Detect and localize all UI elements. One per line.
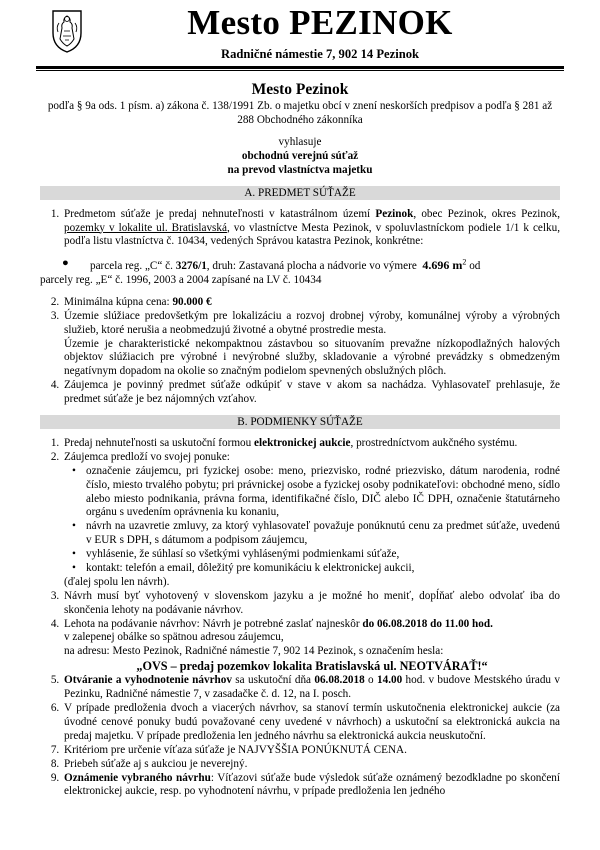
tender-title-line1: obchodnú verejnú súťaž [241, 149, 359, 162]
offer-contents-list [64, 465, 560, 576]
text: Predmetom súťaže je predaj nehnuteľnosti v katastrálnom území [64, 207, 376, 220]
text: , druh: Zastavaná plocha a nádvorie vo výmere [206, 260, 420, 273]
document-body [40, 80, 560, 799]
section-a-list [40, 208, 560, 250]
list-item [72, 520, 560, 548]
text: návrh na uzavretie zmluvy, za ktorý vyhlasovateľ považuje ponúknutú cenu za predmet súťaže, uvedenú v EUR s DPH, s dátumom a podpisom záujemcu, [86, 520, 560, 547]
text-bold: Oznámenie vybraného návrhu [64, 771, 211, 784]
text-underlined: pozemky v lokalite ul. Bratislavská [64, 221, 227, 234]
section-b-item-3: 3. Návrh musí byť vyhotovený v slovenskom jazyku a je možné ho meniť, dopĺňať alebo odvolať iba do skončenia lehoty na podávanie návrhov. [62, 590, 560, 618]
section-a-heading: A. PREDMET SÚŤAŽE [40, 186, 560, 200]
section-b-item-6: 6. V prípade predloženia dvoch a viacerých návrhov, sa stanoví termín uskutočnenia elektronickej aukcie (za úvodné cenové ponuky budú považované ceny uvedené v návrhoch) a uskutoční sa elektronická aukcia na predaj majetku. V prípade predloženia len jedného návrhu sa elektronická aukcia neuskutoční. [62, 702, 560, 744]
opening-time: 14.00 [377, 674, 403, 687]
bullet-icon: • [72, 520, 76, 533]
list-item [72, 464, 560, 521]
text: : Víťazovi súťaže bude výsledok súťaže oznámený bezodkladne po skončení elektronickej aukcie, resp. po vyhodnotení návrhu, v prípade predloženia len jedného [64, 771, 561, 798]
section-a-item-3 [62, 310, 560, 379]
text: (ďalej spolu len návrh). [64, 575, 170, 588]
text: Minimálna kúpna cena: [64, 295, 173, 308]
parcel-register-text: parcely reg. „E“ č. 1996, 2003 a 2004 zapísané na LV č. 10434 [40, 273, 322, 286]
page-header-title: Mesto PEZINOK [187, 3, 453, 42]
text-bold: Pezinok [375, 207, 414, 220]
section-a-item-2 [62, 296, 560, 310]
announces-text: vyhlasuje [278, 136, 322, 148]
text: Predaj nehnuteľnosti sa uskutoční formou [64, 436, 255, 449]
section-b-heading: B. PODMIENKY SÚŤAŽE [40, 415, 560, 429]
text: Záujemca predloží vo svojej ponuke: [64, 450, 230, 463]
bullet-icon: • [72, 548, 76, 561]
text: Lehota na podávanie návrhov: Návrh je potrebné zaslať najneskôr [64, 617, 363, 630]
section-a-item-4: 4. Záujemca je povinný predmet súťaže odkúpiť v stave v akom sa nachádza. Vyhlasovateľ prehlasuje, že predmet súťaže je bez nájomných vzťahov. [62, 379, 560, 407]
list-item [72, 562, 560, 576]
text: označenie záujemcu, pri fyzickej osobe: meno, priezvisko, rodné priezvisko, dátum narodenia, rodné číslo, miesto trvalého pobytu; pri právnickej osobe a fyzickej osoby podnikateľovi: obchodné meno, sídlo alebo miesto podnikania, právna forma, identifikačné číslo, DIČ alebo IČ DPH, označenie štatutárneho orgánu s uvedením oprávnenia ku konaniu, [86, 464, 560, 519]
bullet-icon: • [72, 562, 76, 574]
text-bold: Otváranie a vyhodnotenie návrhov [64, 674, 232, 687]
section-b-item-7: 7. Kritériom pre určenie víťaza súťaže je NAJVYŠŠIA PONÚKNUTÁ CENA. [62, 744, 560, 758]
bullet-icon: • [72, 464, 76, 477]
text: sa uskutoční dňa [231, 674, 315, 687]
parcel-description [40, 257, 560, 288]
section-b-item-4 [62, 618, 560, 675]
section-b-item-1 [62, 437, 560, 451]
section-b-list [40, 437, 560, 799]
text: Územie je charakteristické nekompaktnou zástavbou so situovaním prevažne nízkopodlažných halových objektov slúžiacich pre výrobné i nevýrobné služby, skladovanie a výrobné prevádzky s obmedzeným negatívnym dopadom na okolie so značným podielom spevnených obslužných plôch. [64, 337, 560, 378]
area-value: 4.696 m [422, 258, 463, 273]
section-b-item-2 [62, 451, 560, 590]
text: od [466, 260, 481, 273]
header-divider-thin [36, 70, 564, 71]
text: , vo vlastníctve Mesta Pezinok, v spoluvlastníckom podiele 1/1 k celku, podľa listu vlastníctva č. 10434, vedených Správou katastra Pezinok, konkrétne: [64, 221, 560, 248]
text: , obec Pezinok, okres Pezinok, [413, 207, 560, 220]
page-header-address: Radničné námestie 7, 902 14 Pezinok [221, 47, 419, 61]
tender-title-line2: na prevod vlastníctva majetku [227, 163, 373, 176]
text: na adresu: Mesto Pezinok, Radničné námestie 7, 902 14 Pezinok, s označením hesla: [64, 645, 444, 658]
text-bold: elektronickej aukcie [254, 436, 351, 449]
section-a-list-cont [40, 296, 560, 407]
deadline: do 06.08.2018 do 11.00 hod. [362, 617, 493, 630]
legal-basis: podľa § 9a ods. 1 písm. a) zákona č. 138/1991 Zb. o majetku obcí v znení neskorších predpisov a podľa § 281 až 288 Obchodného zákonníka [47, 100, 553, 127]
min-price: 90.000 € [172, 295, 212, 308]
section-a-item-1 [62, 208, 560, 250]
section-b-item-5 [62, 674, 560, 702]
text-bold: 3276/1 [175, 260, 207, 273]
text: Územie slúžiace predovšetkým pre lokalizáciu a rozvoj drobnej výroby, komunálnej výroby a výrobných služieb, ktoré nerušia a neobmedzujú životné a obytné prostredie mesta. [64, 309, 560, 336]
bullet-icon: ● [62, 257, 69, 270]
text: hod. v budove Mestského úradu v Pezinku, Radničné námestie 7, v zasadačke č. d. 12, na I. posch. [64, 674, 560, 701]
opening-date: 06.08.2018 [314, 674, 365, 687]
text: v zalepenej obálke so spätnou adresou záujemcu, [64, 631, 284, 644]
header-divider [36, 66, 564, 69]
issuer-name: Mesto Pezinok [251, 81, 349, 98]
text: parcela reg. „C“ č. [90, 260, 176, 273]
list-item [72, 548, 560, 562]
text: o [364, 674, 378, 687]
text: kontakt: telefón a email, dôležitý pre komunikáciu k elektronickej aukcii, [86, 562, 415, 574]
text: vyhlásenie, že súhlasí so všetkými vyhlásenými podmienkami súťaže, [86, 548, 400, 561]
superscript: 2 [462, 257, 467, 267]
envelope-password: „OVS – predaj pozemkov lokalita Bratislavská ul. NEOTVÁRAŤ!“ [136, 659, 488, 674]
section-b-item-8: 8. Priebeh súťaže aj s aukciou je neverejný. [62, 758, 560, 772]
section-b-item-9 [62, 772, 560, 800]
text: , prostredníctvom aukčného systému. [350, 436, 518, 449]
